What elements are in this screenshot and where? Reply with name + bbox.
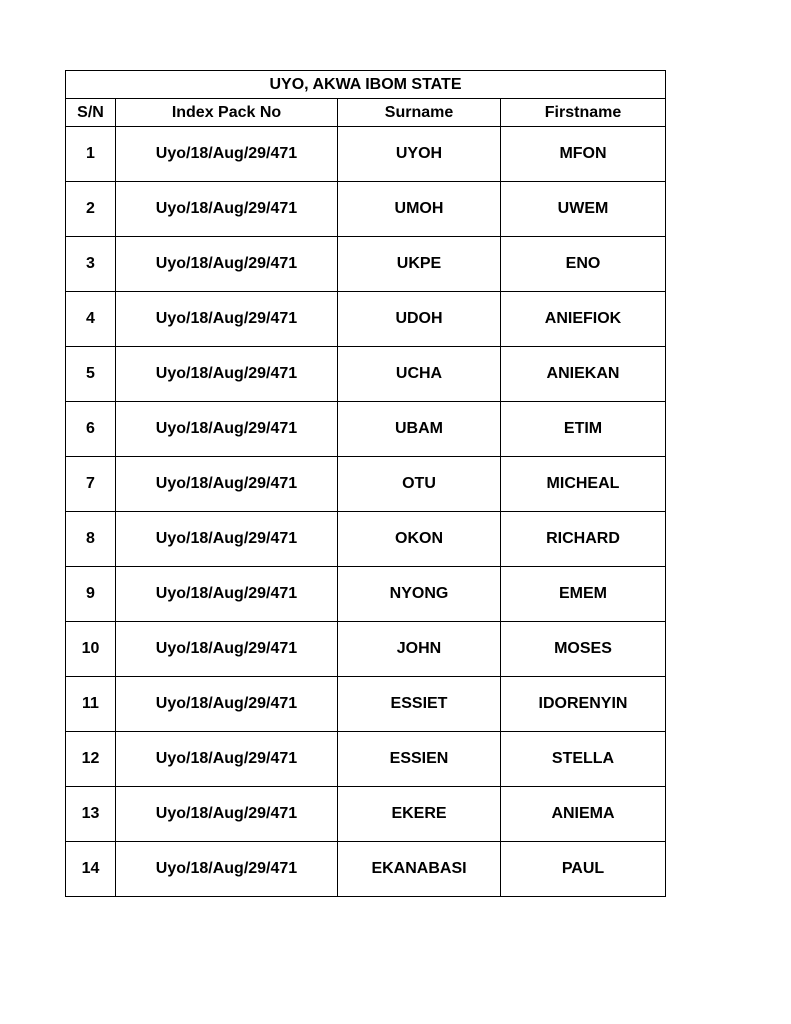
table-row [66, 622, 666, 677]
cell-sn: 3 [66, 237, 116, 292]
header-index-pack-no: Index Pack No [116, 99, 338, 127]
cell-index-pack-no: Uyo/18/Aug/29/471 [116, 292, 338, 347]
table-row [66, 457, 666, 512]
cell-surname: UKPE [338, 237, 501, 292]
cell-surname: OKON [338, 512, 501, 567]
cell-surname: ESSIEN [338, 732, 501, 787]
cell-firstname: ANIEFIOK [501, 292, 666, 347]
table-row [66, 732, 666, 787]
cell-firstname: ANIEKAN [501, 347, 666, 402]
header-sn: S/N [66, 99, 116, 127]
cell-firstname: UWEM [501, 182, 666, 237]
table-header-row [66, 99, 666, 127]
header-firstname: Firstname [501, 99, 666, 127]
cell-surname: EKERE [338, 787, 501, 842]
table-row [66, 567, 666, 622]
table-row [66, 347, 666, 402]
table-row [66, 292, 666, 347]
table-row [66, 677, 666, 732]
table-row [66, 842, 666, 897]
table-title: UYO, AKWA IBOM STATE [66, 71, 666, 99]
cell-index-pack-no: Uyo/18/Aug/29/471 [116, 127, 338, 182]
cell-index-pack-no: Uyo/18/Aug/29/471 [116, 347, 338, 402]
table-row [66, 787, 666, 842]
cell-index-pack-no: Uyo/18/Aug/29/471 [116, 567, 338, 622]
cell-firstname: MICHEAL [501, 457, 666, 512]
cell-sn: 11 [66, 677, 116, 732]
table-row [66, 127, 666, 182]
cell-sn: 2 [66, 182, 116, 237]
table-title-row [66, 71, 666, 99]
cell-index-pack-no: Uyo/18/Aug/29/471 [116, 512, 338, 567]
cell-surname: UDOH [338, 292, 501, 347]
cell-index-pack-no: Uyo/18/Aug/29/471 [116, 182, 338, 237]
cell-firstname: EMEM [501, 567, 666, 622]
cell-sn: 4 [66, 292, 116, 347]
cell-sn: 7 [66, 457, 116, 512]
cell-firstname: RICHARD [501, 512, 666, 567]
header-surname: Surname [338, 99, 501, 127]
candidate-table [65, 70, 666, 897]
cell-index-pack-no: Uyo/18/Aug/29/471 [116, 622, 338, 677]
cell-index-pack-no: Uyo/18/Aug/29/471 [116, 237, 338, 292]
cell-sn: 1 [66, 127, 116, 182]
cell-firstname: ETIM [501, 402, 666, 457]
cell-index-pack-no: Uyo/18/Aug/29/471 [116, 787, 338, 842]
cell-surname: NYONG [338, 567, 501, 622]
cell-firstname: MFON [501, 127, 666, 182]
table-row [66, 182, 666, 237]
cell-sn: 10 [66, 622, 116, 677]
cell-surname: JOHN [338, 622, 501, 677]
cell-firstname: ENO [501, 237, 666, 292]
cell-surname: UBAM [338, 402, 501, 457]
cell-sn: 6 [66, 402, 116, 457]
cell-index-pack-no: Uyo/18/Aug/29/471 [116, 457, 338, 512]
cell-surname: OTU [338, 457, 501, 512]
table-row [66, 402, 666, 457]
table-body [66, 127, 666, 897]
cell-surname: ESSIET [338, 677, 501, 732]
cell-firstname: STELLA [501, 732, 666, 787]
cell-firstname: PAUL [501, 842, 666, 897]
cell-sn: 9 [66, 567, 116, 622]
cell-firstname: ANIEMA [501, 787, 666, 842]
cell-index-pack-no: Uyo/18/Aug/29/471 [116, 732, 338, 787]
cell-index-pack-no: Uyo/18/Aug/29/471 [116, 677, 338, 732]
cell-index-pack-no: Uyo/18/Aug/29/471 [116, 842, 338, 897]
cell-index-pack-no: Uyo/18/Aug/29/471 [116, 402, 338, 457]
cell-sn: 5 [66, 347, 116, 402]
cell-surname: EKANABASI [338, 842, 501, 897]
cell-sn: 8 [66, 512, 116, 567]
cell-firstname: IDORENYIN [501, 677, 666, 732]
cell-firstname: MOSES [501, 622, 666, 677]
cell-sn: 14 [66, 842, 116, 897]
cell-sn: 12 [66, 732, 116, 787]
cell-surname: UCHA [338, 347, 501, 402]
cell-sn: 13 [66, 787, 116, 842]
cell-surname: UYOH [338, 127, 501, 182]
table-row [66, 237, 666, 292]
cell-surname: UMOH [338, 182, 501, 237]
table-row [66, 512, 666, 567]
